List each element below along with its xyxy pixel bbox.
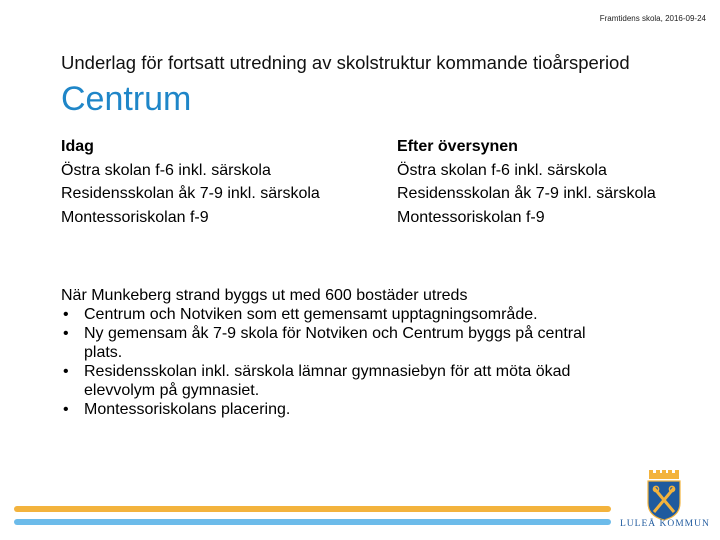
bullet-text: Montessoriskolans placering. [84,401,291,418]
after-review-line: Montessoriskolan f-9 [397,208,545,226]
bullet-item [61,362,621,400]
shield-icon [648,481,680,520]
today-line: Residensskolan åk 7-9 inkl. särskola [61,185,320,202]
bullet-item [61,400,621,419]
after-review-line: Östra skolan f-6 inkl. särskola [397,161,607,179]
page-subtitle: Underlag för fortsatt utredning av skolstruktur kommande tioårsperiod [61,52,630,73]
detail-intro: När Munkeberg strand byggs ut med 600 bostäder utreds [61,287,468,304]
today-heading: Idag [61,138,94,155]
bullet-marker: • [63,306,69,323]
page-title: Centrum [61,80,192,118]
today-column [61,135,341,229]
bullet-item [61,305,621,324]
header-note: Framtidens skola, 2016-09-24 [599,14,706,23]
detail-bullet-list [61,305,621,419]
bullet-text: Centrum och Notviken som ett gemensamt upptagningsområde. [84,306,538,323]
footer-bar-orange [14,506,611,512]
footer-bar-blue [14,519,611,525]
bullet-marker: • [63,325,69,342]
after-review-heading: Efter översynen [397,138,518,155]
lulea-kommun-logo-text: LULEÅ KOMMUN [620,519,710,529]
crown-icon [649,470,679,479]
after-review-line: Residensskolan åk 7-9 inkl. särskola [397,185,656,202]
detail-section [61,286,621,419]
today-line: Montessoriskolan f-9 [61,208,209,226]
bullet-text: Residensskolan inkl. särskola lämnar gymnasiebyn för att möta ökad elevvolym på gymnasiet. [84,363,571,399]
bullet-marker: • [63,401,69,418]
today-line: Östra skolan f-6 inkl. särskola [61,161,271,179]
after-review-column [397,135,697,229]
bullet-marker: • [63,363,69,380]
bullet-item [61,324,621,362]
bullet-text: Ny gemensam åk 7-9 skola för Notviken och Centrum byggs på central plats. [84,325,586,361]
